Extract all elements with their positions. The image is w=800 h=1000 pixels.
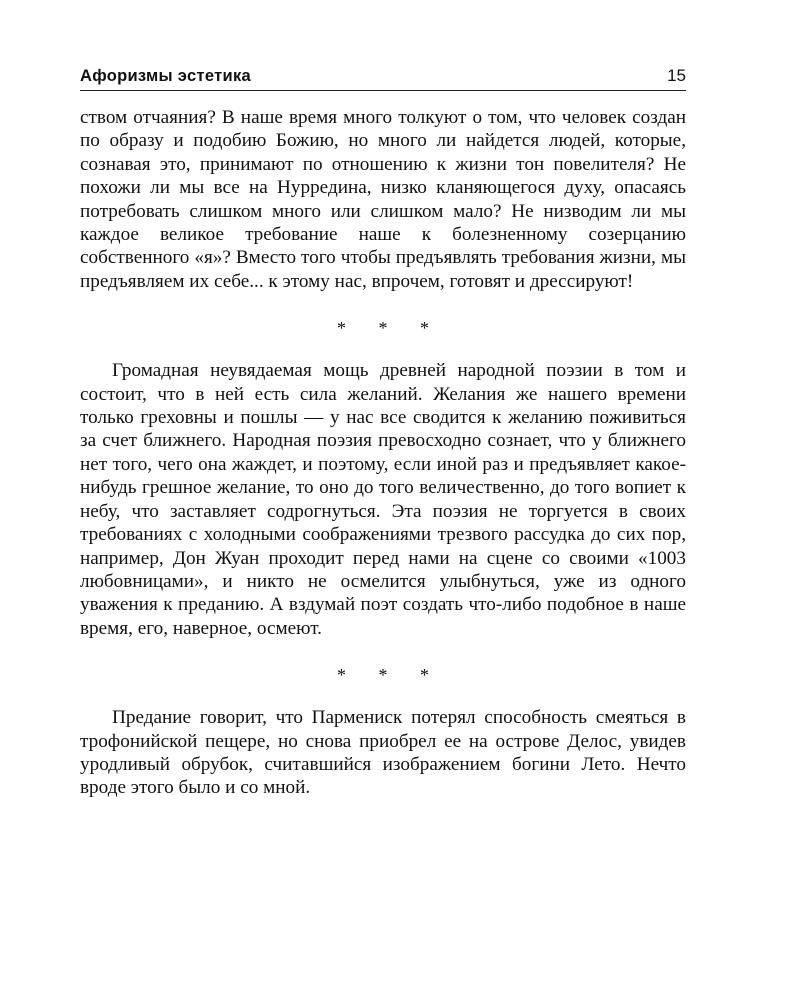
book-page (80, 66, 686, 800)
section-separator: * * * (337, 665, 443, 686)
page-number: 15 (667, 66, 686, 85)
running-header (80, 66, 686, 91)
paragraph-continued: ством отчаяния? В наше время много толкуют о том, что человек создан по образу и подобию Божию, но много ли найдется людей, которые, сознавая это, принимают по отношению к жизни тон повелителя? Не похожи ли мы все на Нурредина, низко кланяющегося духу, опасаясь потребовать слишком много или слишком мало? Не низводим ли мы каждое великое требование наше к болезненному созерцанию собственного «я»? Вместо того чтобы предъявлять требования жизни, мы предъявляем их себе... к этому нас, впрочем, готовят и дрессируют! (80, 107, 686, 292)
running-title: Афоризмы эстетика (80, 67, 251, 85)
section-separator: * * * (337, 318, 443, 339)
body-text (80, 106, 686, 800)
paragraph: Громадная неувядаемая мощь древней народной поэзии в том и состоит, что в ней есть сила желаний. Желания же нашего времени только греховны и пошлы — у нас все сводится к желанию поживиться за счет ближнего. Народная поэзия превосходно сознает, что у ближнего нет того, чего она жаждет, и поэтому, если иной раз и предъявляет какое-нибудь грешное желание, то оно до того величественно, до того вопиет к небу, что заставляет содрогнуться. Эта поэзия не торгуется в своих требованиях с холодными соображениями трезвого рассудка до сих пор, например, Дон Жуан проходит перед нами на сцене со своими «1003 любовницами», и никто не осмелится улыбнуться, уже из одного уважения к преданию. А вздумай поэт создать что-либо подобное в наше время, его, наверное, осмеют. (80, 360, 686, 639)
paragraph: Предание говорит, что Пармениск потерял способность смеяться в трофонийской пещере, но снова приобрел ее на острове Делос, увидев уродливый обрубок, считавшийся изображением богини Лето. Нечто вроде этого было и со мной. (80, 707, 686, 799)
